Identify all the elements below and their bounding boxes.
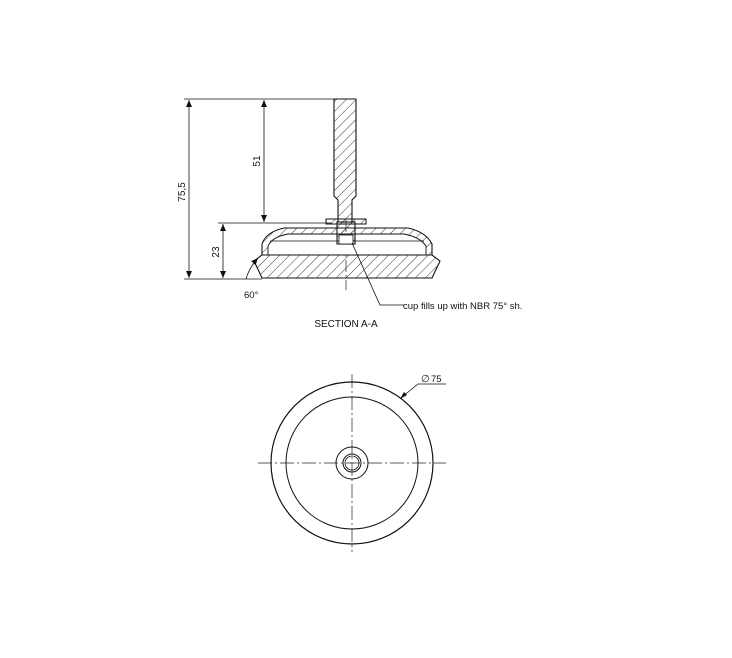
section-view <box>177 99 522 330</box>
dim-stem-length-label: 51 <box>252 155 263 167</box>
dim-base-height-label: 23 <box>211 246 222 258</box>
note-text: cup fills up with NBR 75° sh. <box>403 301 523 312</box>
dim-angle-label: 60° <box>244 290 259 301</box>
diameter-leader <box>402 384 446 397</box>
dim-overall-height-label: 75,5 <box>177 182 188 202</box>
stem-socket <box>339 235 353 244</box>
diameter-arrow <box>400 392 407 399</box>
plan-view <box>258 374 446 552</box>
diameter-value: 75 <box>431 374 442 385</box>
threaded-stem <box>334 99 356 222</box>
diameter-symbol: ∅ <box>421 374 430 385</box>
section-title: SECTION A-A <box>314 319 378 330</box>
